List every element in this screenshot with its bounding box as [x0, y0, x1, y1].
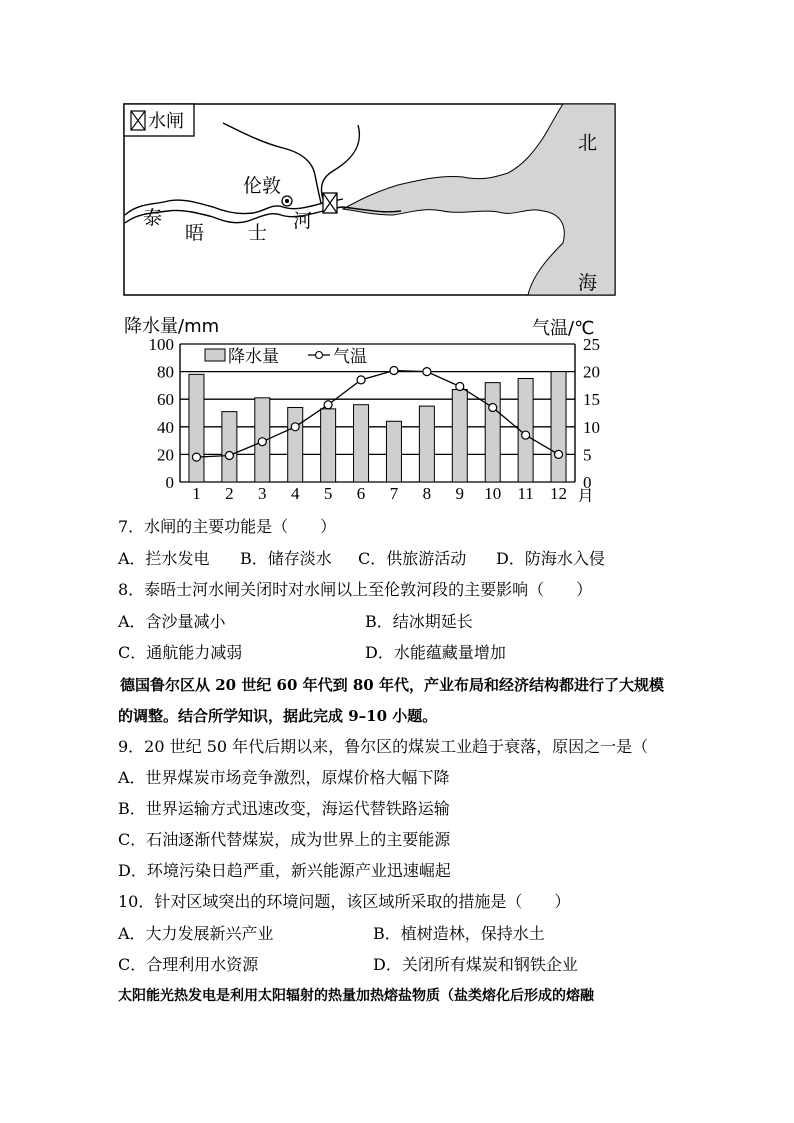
legend-sluice-icon [131, 111, 145, 130]
x-tick-label: 5 [323, 484, 333, 502]
q10-option-a[interactable]: A．大力发展新兴产业 [118, 924, 274, 943]
river-char-2: 晤 [185, 222, 205, 244]
x-tick-label: 3 [258, 484, 267, 502]
x-tick-label: 2 [225, 484, 234, 502]
map-figure [123, 103, 616, 296]
legend-label: 水闸 [148, 111, 184, 132]
left-tick-label: 100 [148, 335, 174, 354]
q8-option-d[interactable]: D．水能蕴藏量增加 [365, 643, 506, 662]
sea-char-1: 北 [578, 132, 598, 154]
q9-option-a[interactable]: A．世界煤炭市场竞争激烈，原煤价格大幅下降 [118, 768, 450, 787]
climate-chart [120, 332, 610, 502]
precip-bar [288, 407, 303, 482]
river-char-3: 士 [248, 222, 268, 244]
precip-bar [419, 406, 434, 482]
temperature-point [423, 368, 431, 376]
q8-option-b[interactable]: B．结冰期延长 [365, 612, 473, 631]
climate-chart-svg [120, 332, 610, 502]
precip-bar [485, 383, 500, 482]
q7-option-c[interactable]: C．供旅游活动 [358, 549, 467, 568]
sluice-gate-symbol [323, 193, 337, 213]
right-tick-label: 10 [583, 417, 600, 437]
temperature-point [291, 423, 299, 431]
q8-option-c[interactable]: C．通航能力减弱 [118, 643, 243, 662]
right-axis-title: 气温/℃ [532, 318, 595, 339]
legend-temp-label: 气温 [333, 347, 367, 367]
temperature-point [324, 401, 332, 409]
passage-solar-line-1: 太阳能光热发电是利用太阳辐射的热量加热熔盐物质（盐类熔化后形成的熔融 [118, 988, 594, 1004]
temperature-point [258, 438, 266, 446]
left-tick-label: 20 [157, 445, 174, 465]
precip-bar [354, 405, 369, 482]
x-tick-label: 10 [484, 484, 502, 502]
x-tick-label: 1 [192, 484, 201, 502]
right-tick-label: 25 [583, 335, 600, 354]
x-tick-label: 9 [455, 484, 465, 502]
legend-precip-label: 降水量 [228, 347, 279, 367]
thames-map [123, 103, 616, 296]
q10-option-d[interactable]: D．关闭所有煤炭和钢铁企业 [373, 955, 578, 974]
q9-option-c[interactable]: C．石油逐渐代替煤炭，成为世界上的主要能源 [118, 830, 451, 849]
q9-stem: 9．20 世纪 50 年代后期以来，鲁尔区的煤炭工业趋于衰落，原因之一是（ [118, 737, 649, 756]
x-tick-label: 11 [517, 484, 534, 502]
temperature-point [489, 403, 497, 411]
precip-bar [386, 421, 401, 482]
right-tick-label: 15 [583, 390, 600, 410]
x-tick-label: 4 [290, 484, 300, 502]
x-unit-label: 月 [577, 487, 594, 502]
q8-option-a[interactable]: A．含沙量减小 [118, 612, 226, 631]
left-tick-label: 40 [157, 417, 174, 437]
right-tick-label: 20 [583, 362, 600, 382]
river-char-4: 河 [293, 210, 313, 232]
q7-stem: 7．水闸的主要功能是（ ） [118, 517, 337, 536]
left-tick-label: 80 [157, 362, 174, 382]
temperature-point [357, 376, 365, 384]
legend-bar-swatch [205, 349, 225, 361]
temperature-point [192, 453, 200, 461]
temperature-point [225, 452, 233, 460]
q10-option-b[interactable]: B．植树造林，保持水土 [373, 924, 545, 943]
q8-stem: 8．泰晤士河水闸关闭时对水闸以上至伦敦河段的主要影响（ ） [118, 580, 593, 599]
x-tick-label: 8 [422, 484, 432, 502]
right-tick-label: 5 [583, 445, 592, 465]
q7-option-a[interactable]: A．拦水发电 [118, 549, 210, 568]
precip-bar [321, 409, 336, 482]
temperature-point [456, 383, 464, 391]
left-tick-label: 0 [165, 473, 174, 492]
passage-ruhr-line-2: 的调整。结合所学知识，据此完成 9–10 小题。 [118, 707, 438, 725]
river-char-1: 泰 [143, 207, 163, 229]
temperature-line [196, 370, 558, 457]
left-axis-title: 降水量/mm [124, 316, 220, 337]
passage-ruhr-line-1: 德国鲁尔区从 20 世纪 60 年代到 80 年代，产业布局和经济结构都进行了大规模 [120, 676, 664, 694]
london-marker [282, 196, 292, 206]
precip-bar [189, 374, 204, 482]
legend-point-swatch [316, 352, 323, 359]
precip-bar [551, 372, 566, 482]
left-tick-label: 60 [157, 390, 174, 410]
right-tick-label: 0 [583, 473, 592, 492]
x-tick-label: 6 [356, 484, 366, 502]
q10-option-c[interactable]: C．合理利用水资源 [118, 955, 259, 974]
temperature-point [390, 366, 398, 374]
q7-option-b[interactable]: B．储存淡水 [240, 549, 332, 568]
x-tick-label: 12 [550, 484, 568, 502]
x-tick-label: 7 [389, 484, 399, 502]
q9-option-d[interactable]: D．环境污染日趋严重，新兴能源产业迅速崛起 [118, 861, 451, 880]
city-label: 伦敦 [243, 175, 282, 197]
precip-bar [222, 412, 237, 482]
temperature-point [522, 431, 530, 439]
q10-stem: 10．针对区域突出的环境问题，该区域所采取的措施是（ ） [118, 892, 571, 911]
q9-option-b[interactable]: B．世界运输方式迅速改变，海运代替铁路运输 [118, 799, 450, 818]
precip-bar [452, 390, 467, 482]
sea-char-2: 海 [578, 272, 598, 294]
q7-option-d[interactable]: D．防海水入侵 [496, 549, 605, 568]
temperature-point [555, 450, 563, 458]
